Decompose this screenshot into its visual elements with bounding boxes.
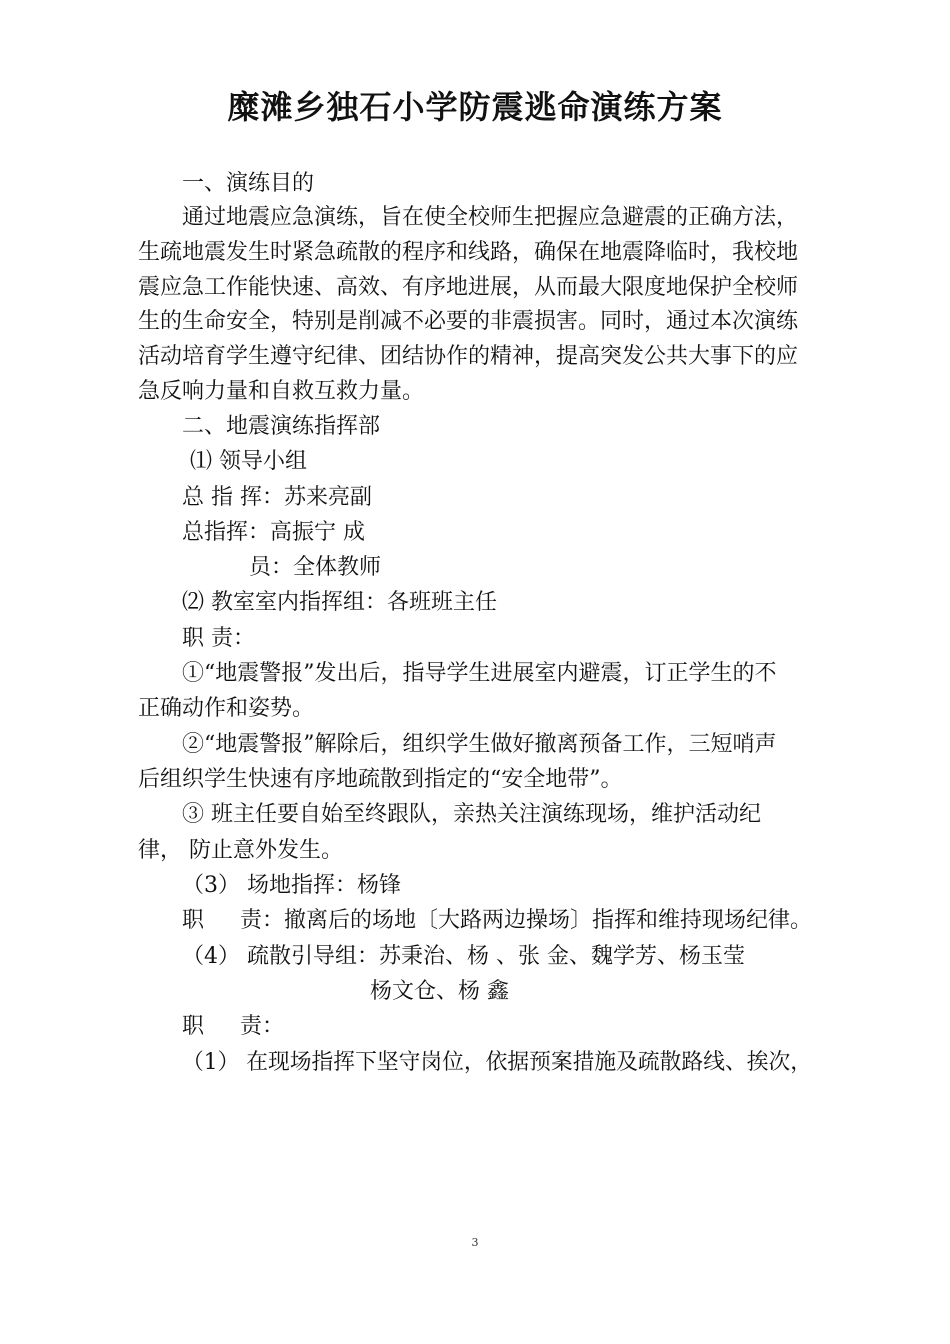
list-item: 职 责： bbox=[182, 626, 255, 651]
list-item: （3） 场地指挥：杨锋 bbox=[182, 873, 401, 898]
list-item: 员：全体教师 bbox=[249, 555, 382, 580]
paragraph-line: ②“地震警报”解除后，组织学生做好撤离预备工作，三短哨声 bbox=[182, 732, 777, 757]
list-item: 职 责： bbox=[182, 1014, 284, 1039]
paragraph-line: 正确动作和姿势。 bbox=[138, 696, 315, 721]
list-item: （4） 疏散引导组：苏秉治、杨 、张 金、魏学芳、杨玉莹 bbox=[182, 944, 745, 969]
paragraph-line: 后组织学生快速有序地疏散到指定的“安全地带”。 bbox=[138, 767, 623, 792]
section-heading: 一、演练目的 bbox=[182, 171, 315, 196]
list-item: 职 责：撤离后的场地〔大路两边操场〕指挥和维持现场纪律。 bbox=[182, 908, 812, 933]
paragraph-line: 急反响力量和自救互救力量。 bbox=[138, 379, 425, 404]
list-item: ⑵ 教室室内指挥组：各班班主任 bbox=[182, 590, 497, 615]
section-heading: 二、地震演练指挥部 bbox=[182, 414, 381, 439]
page-number: 3 bbox=[471, 1236, 479, 1249]
list-item: （1） 在现场指挥下坚守岗位，依据预案措施及疏散路线、挨次， bbox=[182, 1050, 812, 1075]
list-item: 总指挥：高振宁 成 bbox=[182, 520, 365, 545]
paragraph-line: 通过地震应急演练，旨在使全校师生把握应急避震的正确方法， bbox=[182, 205, 799, 230]
paragraph-line: 活动培育学生遵守纪律、团结协作的精神，提高突发公共大事下的应 bbox=[138, 344, 799, 369]
paragraph-line: 生的生命安全，特别是削减不必要的非震损害。同时，通过本次演练 bbox=[138, 309, 799, 334]
paragraph-line: 震应急工作能快速、高效、有序地进展，从而最大限度地保护全校师 bbox=[138, 275, 799, 300]
paragraph-line: ①“地震警报”发出后，指导学生进展室内避震，订正学生的不 bbox=[182, 661, 777, 686]
paragraph-line: ③ 班主任要自始至终跟队，亲热关注演练现场，维护活动纪 bbox=[182, 802, 761, 827]
document-title: 糜滩乡独石小学防震逃命演练方案 bbox=[227, 88, 723, 126]
list-item: ⑴ 领导小组 bbox=[190, 449, 307, 474]
paragraph-line: 律， 防止意外发生。 bbox=[138, 838, 343, 863]
list-item: 总 指 挥：苏来亮副 bbox=[182, 485, 372, 510]
list-item: 杨文仓、杨 鑫 bbox=[370, 979, 509, 1004]
paragraph-line: 生疏地震发生时紧急疏散的程序和线路，确保在地震降临时，我校地 bbox=[138, 240, 799, 265]
